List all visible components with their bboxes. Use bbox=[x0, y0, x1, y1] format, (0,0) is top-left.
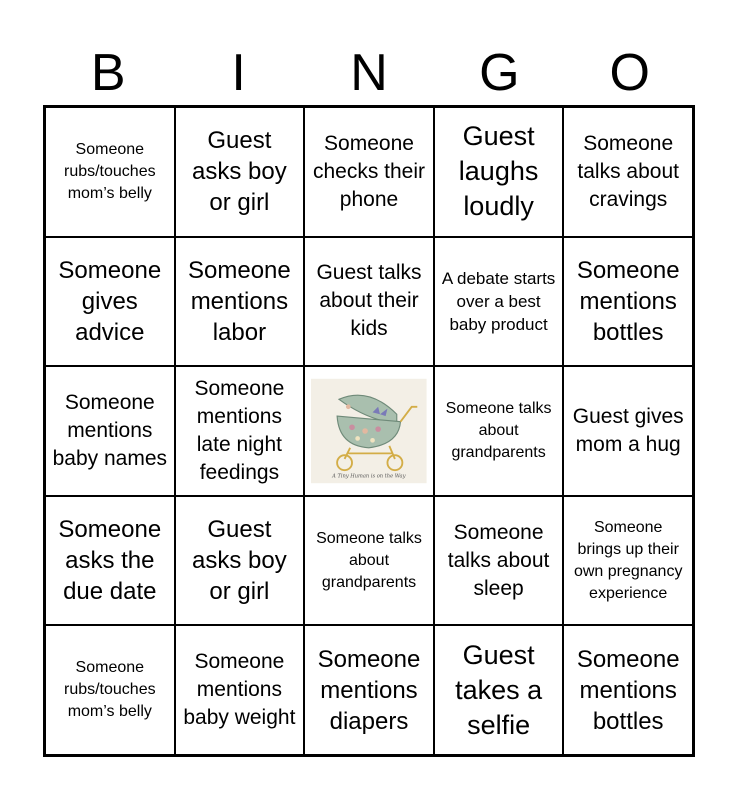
cell-text: Someone brings up their own pregnancy experience bbox=[573, 518, 683, 602]
cell-text: Someone mentions diapers bbox=[317, 645, 421, 735]
cell-text: Someone mentions late night feedings bbox=[194, 376, 285, 484]
bingo-cell[interactable] bbox=[304, 496, 434, 626]
cell-text: Someone talks about sleep bbox=[447, 520, 550, 600]
header-letter-o: O bbox=[609, 44, 650, 102]
cell-text: Guest gives mom a hug bbox=[572, 404, 684, 456]
bingo-cell[interactable] bbox=[434, 496, 564, 626]
bingo-cell[interactable] bbox=[175, 366, 305, 496]
bingo-cell[interactable] bbox=[45, 625, 175, 755]
bingo-cell[interactable] bbox=[563, 496, 693, 626]
bingo-cell[interactable] bbox=[304, 237, 434, 367]
bingo-cell[interactable] bbox=[434, 107, 564, 237]
cell-text: Someone gives advice bbox=[58, 256, 162, 346]
cell-text: Someone mentions baby names bbox=[52, 390, 167, 470]
cell-text: Someone talks about grandparents bbox=[445, 399, 552, 461]
bingo-cell[interactable] bbox=[45, 496, 175, 626]
baby-carriage-icon bbox=[311, 375, 427, 487]
cell-text: Guest asks boy or girl bbox=[192, 516, 287, 606]
bingo-cell[interactable] bbox=[45, 107, 175, 237]
bingo-cell[interactable] bbox=[45, 237, 175, 367]
header-letter-b: B bbox=[90, 44, 126, 102]
header-letter-n: N bbox=[350, 44, 388, 102]
cell-text: A debate starts over a best baby product bbox=[441, 268, 556, 334]
cell-text: Someone talks about grandparents bbox=[316, 529, 422, 591]
bingo-grid bbox=[43, 105, 695, 757]
bingo-cell[interactable] bbox=[563, 625, 693, 755]
cell-text: Someone rubs/touches mom’s belly bbox=[63, 140, 156, 202]
bingo-cell[interactable] bbox=[563, 107, 693, 237]
bingo-cell[interactable] bbox=[175, 107, 305, 237]
cell-text: Someone talks about cravings bbox=[577, 131, 679, 211]
header-letter-i: I bbox=[231, 44, 246, 102]
cell-text: Guest asks boy or girl bbox=[192, 127, 287, 217]
bingo-cell[interactable] bbox=[563, 366, 693, 496]
cell-text: Someone mentions bottles bbox=[576, 645, 680, 735]
bingo-cell[interactable] bbox=[175, 496, 305, 626]
bingo-cell[interactable] bbox=[304, 107, 434, 237]
bingo-cell[interactable] bbox=[563, 237, 693, 367]
bingo-cell[interactable] bbox=[175, 625, 305, 755]
bingo-cell[interactable] bbox=[434, 366, 564, 496]
cell-text: Someone mentions baby weight bbox=[183, 650, 296, 730]
header-letter-g: G bbox=[479, 44, 520, 102]
cell-text: Someone checks their phone bbox=[312, 131, 426, 211]
bingo-cell[interactable] bbox=[45, 366, 175, 496]
bingo-cell[interactable] bbox=[434, 625, 564, 755]
bingo-cell[interactable] bbox=[175, 237, 305, 367]
bingo-cell[interactable] bbox=[434, 237, 564, 367]
cell-text: Someone mentions labor bbox=[188, 256, 291, 346]
cell-text: Guest laughs loudly bbox=[458, 121, 539, 222]
bingo-header bbox=[43, 42, 695, 104]
image-caption: A Tiny Human is on the Way bbox=[332, 473, 406, 480]
free-space-image bbox=[304, 366, 434, 496]
cell-text: Guest talks about their kids bbox=[316, 261, 422, 341]
cell-text: Someone asks the due date bbox=[58, 516, 162, 606]
cell-text: Guest takes a selfie bbox=[455, 639, 543, 740]
cell-text: Someone mentions bottles bbox=[576, 256, 680, 346]
cell-text: Someone rubs/touches mom’s belly bbox=[63, 659, 156, 721]
bingo-cell[interactable] bbox=[304, 625, 434, 755]
